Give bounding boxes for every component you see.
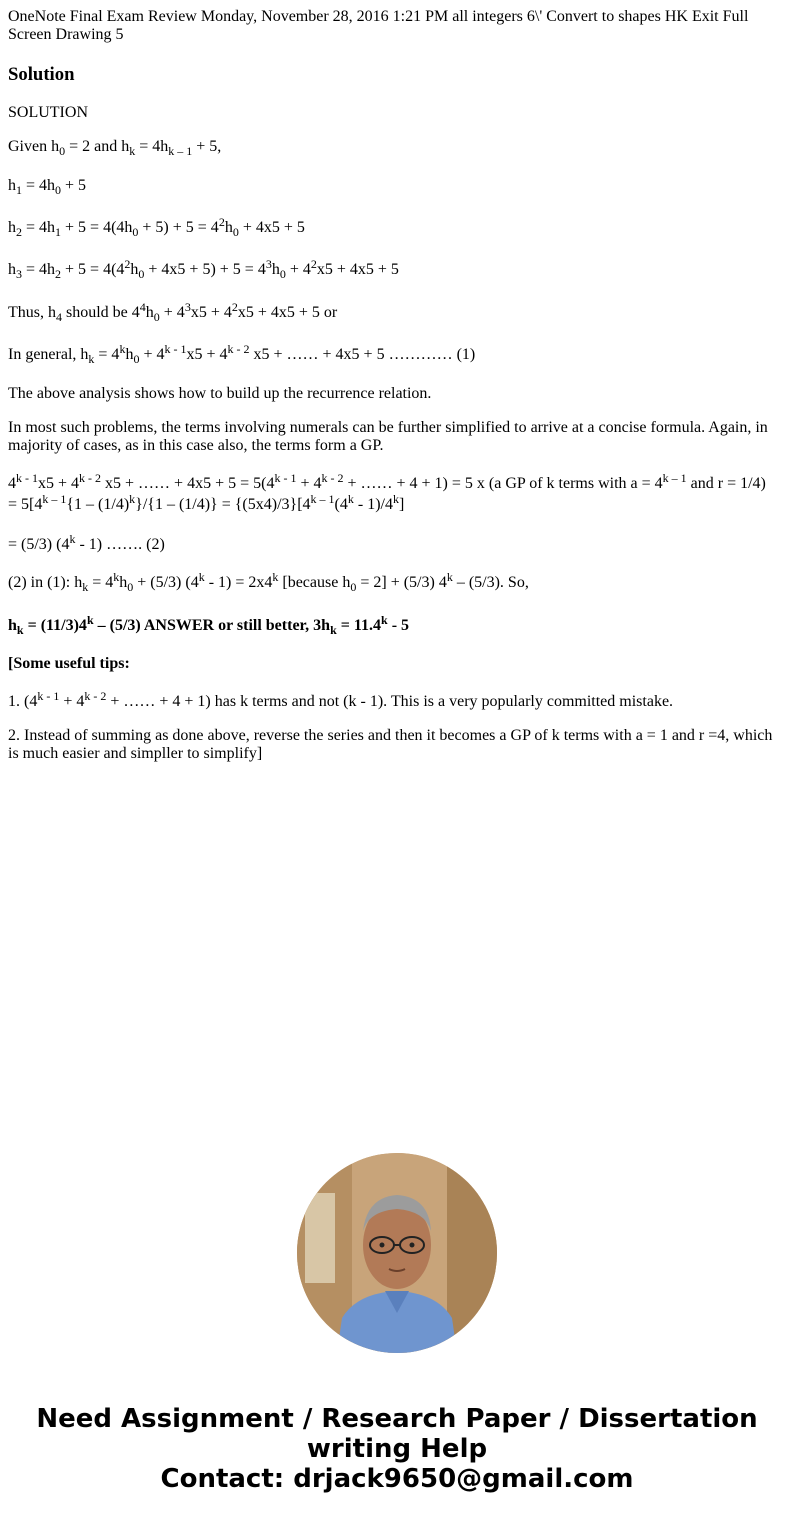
- banner-line-1: Need Assignment / Research Paper / Dissertation: [36, 1404, 758, 1434]
- thus-line: Thus, $h_4$ should be $4^4h_0 + 4^3x5 + 4^2x5 + 4x5 + 5$ or: [8, 300, 338, 324]
- banner-line-2: writing Help: [306, 1434, 488, 1464]
- given-line: Given $h_0 = 2$ and $h_k = 4h_{k - 1} + 5$,: [8, 138, 222, 158]
- banner-contact-line: Contact: drjack9650@gmail.com: [160, 1464, 634, 1494]
- tip-2-paragraph: 2. Instead of summing as done above, reverse the series and then it becomes a GP of k terms with a = 1 and r =4, which is much easier and simpller to simplify]: [8, 727, 773, 762]
- equation-2-line: = (5/3) (4$^k$ - 1) ……. (2): [8, 532, 165, 553]
- solution-label: SOLUTION: [8, 104, 88, 121]
- help-banner: [0, 1404, 794, 1494]
- h3-line: $h_3 = 4h_2 + 5 = 4(4^2h_0 + 4x5 + 5) + 5 = 4^3h_0 + 4^2x5 + 4x5 + 5$: [8, 257, 399, 281]
- tip-1-line: 1. ($4^{k - 1} + 4^{k - 2}$ + …… + 4 + 1) has k terms and not (k - 1). This is a very popularly committed mistake.: [8, 689, 674, 710]
- analysis-line: The above analysis shows how to build up the recurrence relation.: [8, 385, 432, 402]
- h1-line: $h_1 = 4h_0 + 5$: [8, 177, 87, 197]
- tips-heading: [Some useful tips:: [8, 655, 130, 672]
- general-line: In general, $h_k = 4^kh_0 + 4^{k - 1}x5 + 4^{k - 2}$ x5 + …… + 4x5 + 5 ………… (1): [8, 342, 476, 366]
- header-text: OneNote Final Exam Review Monday, November 28, 2016 1:21 PM all integers 6\' Convert to shapes HK Exit Full Screen Drawing 5: [8, 8, 749, 43]
- gp-line-2: = $5[4^{k - 1}\{1 - (1/4)^k\}/\{1 - (1/4)\} = \{(5x4)/3\}[4^{k - 1}(4^k - 1)/4^k]$: [8, 492, 405, 513]
- gp-line-1: $4^{k - 1}x5 + 4^{k - 2}$ x5 + …… + $4x5 + 5 = 5(4^{k - 1} + 4^{k - 2}$ + …… + 4 + 1) = 5 x (a GP of k terms with $a = 4^{k - 1}$ and r = 1/4): [8, 471, 766, 492]
- author-photo-illustration: [297, 1153, 497, 1353]
- solution-heading: Solution: [8, 64, 75, 85]
- author-photo: [297, 1153, 497, 1353]
- answer-line: $h_k = (11/3)4^k - (5/3)$ ANSWER or still better, $3h_k = 11.4^k - 5$: [8, 613, 410, 637]
- substitution-line: (2) in (1): $h_k = 4^kh_0 + (5/3)$ $(4^k - 1) = 2x4^k$ [because $h_0 = 2] + (5/3)$ 4$^k$ – (5/3). So,: [8, 570, 529, 594]
- h2-line: $h_2 = 4h_1 + 5 = 4(4h_0 + 5) + 5 = 4^2h_0 + 4x5 + 5$: [8, 215, 305, 239]
- most-paragraph: In most such problems, the terms involving numerals can be further simplified to arrive at a concise formula. Again, in majority of cases, as in this case also, the terms form a GP.: [8, 419, 768, 454]
